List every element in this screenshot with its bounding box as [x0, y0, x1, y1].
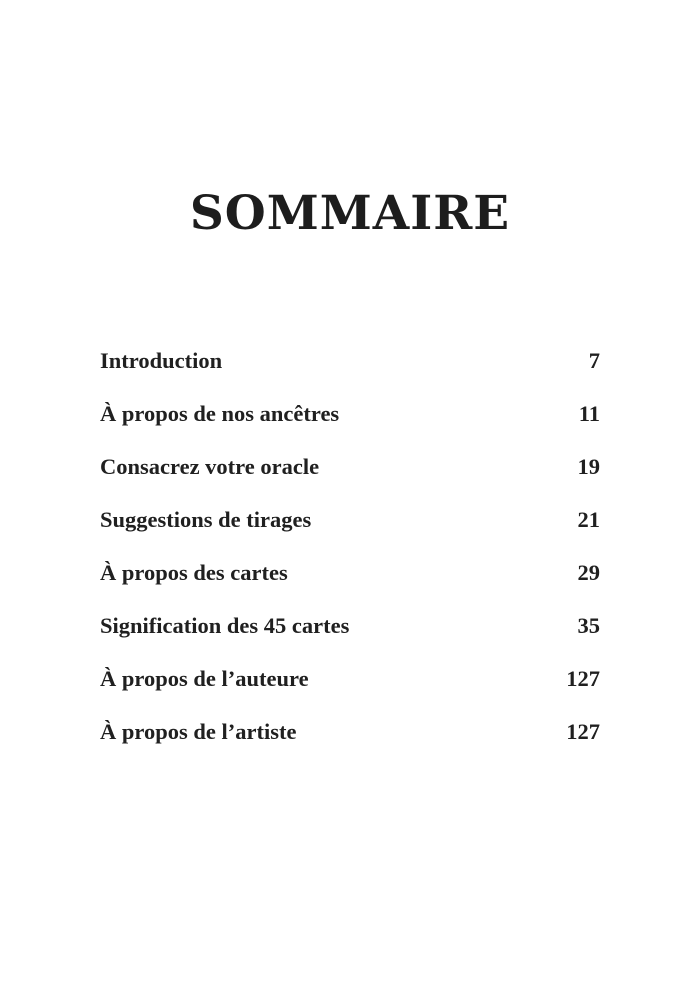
- toc-entry-title: Introduction: [100, 348, 223, 373]
- toc-entry-page-number: 7: [588, 348, 600, 373]
- toc-entry-title: Consacrez votre oracle: [100, 454, 320, 479]
- toc-entry-spreads: [100, 507, 600, 560]
- toc-entry-about-author: [100, 666, 600, 719]
- toc-entry-title: À propos de nos ancêtres: [100, 401, 340, 426]
- table-of-contents: [100, 348, 600, 772]
- toc-entry-ancestors: [100, 401, 600, 454]
- toc-entry-about-artist: [100, 719, 600, 772]
- toc-entry-title: À propos de l’auteure: [100, 666, 309, 691]
- toc-entry-page-number: 21: [577, 507, 600, 532]
- toc-entry-page-number: 127: [566, 719, 600, 744]
- toc-entry-page-number: 29: [577, 560, 600, 585]
- toc-entry-about-cards: [100, 560, 600, 613]
- toc-entry-title: Signification des 45 cartes: [100, 613, 350, 638]
- toc-entry-page-number: 35: [577, 613, 600, 638]
- toc-entry-title: À propos des cartes: [100, 560, 288, 585]
- page-title: SOMMAIRE: [189, 186, 511, 241]
- toc-entry-page-number: 127: [566, 666, 600, 691]
- toc-entry-title: À propos de l’artiste: [100, 719, 297, 744]
- toc-entry-page-number: 19: [577, 454, 600, 479]
- toc-entry-consecrate-oracle: [100, 454, 600, 507]
- toc-entry-card-meanings: [100, 613, 600, 666]
- toc-entry-introduction: [100, 348, 600, 401]
- toc-entry-page-number: 11: [578, 401, 600, 426]
- toc-entry-title: Suggestions de tirages: [100, 507, 312, 532]
